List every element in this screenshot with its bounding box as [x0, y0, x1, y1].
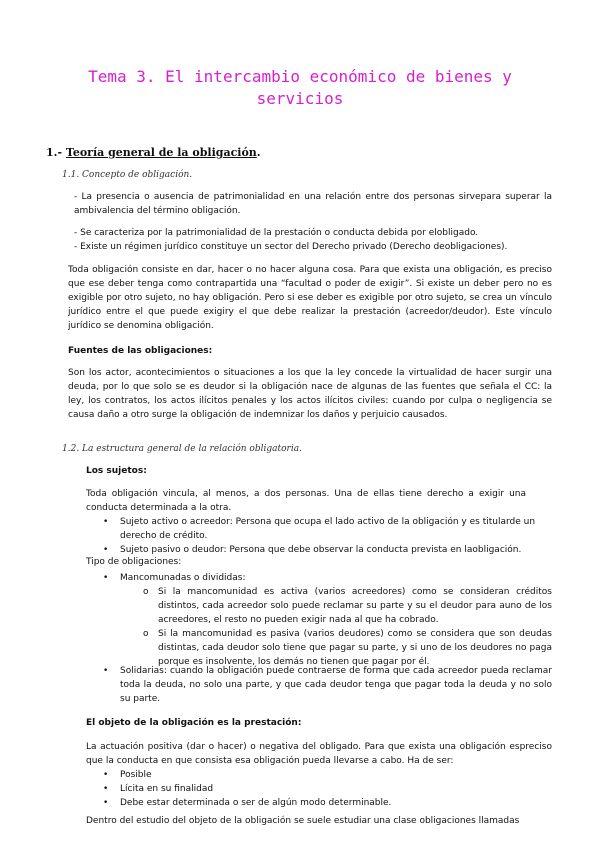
- dash-item-3: - Existe un régimen jurídico constituye un sector del Derecho privado (Derecho deobligaciones).: [74, 242, 508, 252]
- section-1-title: Teoría general de la obligación: [65, 146, 257, 159]
- paragraph-obligacion: Toda obligación consiste en dar, hacer o no hacer alguna cosa. Para que exista una obligación, es preciso que ese deber tenga como contrapartida una “facultad o poder de exigir”. Si existe un deber pero no es exigible por otro sujeto, no hay obligación. Pero si ese deber es exigible por otro sujeto, se crea un vínculo jurídico entre el que puede exigiry el que debe realizar la prestación (acreedor/deudor). Este vínculo jurídico se denomina obligación.: [68, 265, 552, 331]
- req-posible-text: Posible: [120, 770, 152, 780]
- req-licita: • Lícita en su finalidad: [103, 784, 214, 794]
- bullet-mancomunadas-text: Mancomunadas o divididas:: [120, 573, 246, 583]
- sub-bullet-activa: o Si la mancomunidad es activa (varios acreedores) como se consideran créditos distintos, cada acreedor solo puede reclamar su parte y su el deudor para auno de los acreedores, el resto no pueden exigir nada al que ha cobrado.: [143, 587, 552, 625]
- bullet-mancomunadas: • Mancomunadas o divididas:: [103, 573, 246, 583]
- paragraph-objeto: La actuación positiva (dar o hacer) o negativa del obligado. Para que exista una obligación espreciso que la conducta en que consista esa obligación pueda llevarse a cabo. Ha de ser:: [86, 742, 552, 766]
- tipo-obligaciones: Tipo de obligaciones:: [86, 557, 182, 567]
- req-posible: • Posible: [103, 770, 152, 780]
- bullet-solidarias: • Solidarias: cuando la obligación puede contraerse de forma que cada acreedor pueda reclamar toda la deuda, no solo una parte, y que cada deudor tenga que pagar toda la deuda y no solo su parte.: [103, 666, 552, 704]
- paragraph-last: Dentro del estudio del objeto de la obligación se suele estudiar una clase obligaciones llamadas: [86, 816, 520, 826]
- bullet-sujeto-activo-text: Sujeto activo o acreedor: Persona que ocupa el lado activo de la obligación y es titularde un derecho de crédito.: [120, 517, 536, 541]
- bullet-sujeto-activo: • Sujeto activo o acreedor: Persona que ocupa el lado activo de la obligación y es titularde un derecho de crédito.: [103, 517, 536, 541]
- sub-bullet-activa-text: Si la mancomunidad es activa (varios acreedores) como se consideran créditos distintos, cada acreedor solo puede reclamar su parte y su el deudor para auno de los acreedores, el resto no pueden exigir nada al que ha cobrado.: [158, 587, 552, 625]
- title-line-1: Tema 3. El intercambio económico de bienes y: [88, 67, 512, 86]
- title-line-2: servicios: [256, 89, 344, 108]
- req-determinada-text: Debe estar determinada o ser de algún modo determinable.: [120, 798, 392, 808]
- objeto-heading: El objeto de la obligación es la prestación:: [86, 718, 302, 728]
- section-1-heading: [46, 146, 261, 159]
- paragraph-fuentes: Son los actor, acontecimientos o situaciones a los que la ley concede la virtualidad de hacer surgir una deuda, por lo que solo se es deudor si la obligación nace de algunas de las fuentes que señala el CC: la ley, los contratos, los actos ilícitos penales y los actos ilícitos civiles: cuando por culpa o negligencia se causa daño a otro surge la obligación de indemnizar los daños y perjuicio causados.: [68, 368, 552, 420]
- section-1-dot: .: [256, 146, 261, 159]
- dash-item-2: - Se caracteriza por la patrimonialidad de la prestación o conducta debida por elobligado.: [74, 228, 479, 238]
- sujetos-heading: Los sujetos:: [86, 466, 147, 476]
- bullet-sujeto-pasivo: • Sujeto pasivo o deudor: Persona que debe observar la conducta prevista en laobligación.: [103, 545, 522, 555]
- section-1-1-heading: 1.1. Concepto de obligación.: [62, 170, 193, 180]
- bullet-solidarias-text: Solidarias: cuando la obligación puede contraerse de forma que cada acreedor pueda reclamar toda la deuda, no solo una parte, y que cada deudor tenga que pagar toda la deuda y no solo su parte.: [120, 666, 552, 704]
- req-determinada: • Debe estar determinada o ser de algún modo determinable.: [103, 798, 392, 808]
- req-licita-text: Lícita en su finalidad: [120, 784, 214, 794]
- fuentes-heading: Fuentes de las obligaciones:: [68, 346, 213, 356]
- dash-item-1: - La presencia o ausencia de patrimonialidad en una relación entre dos personas sirvepara superar la ambivalencia del término obligación.: [74, 192, 552, 216]
- section-1-2-heading: 1.2. La estructura general de la relación obligatoria.: [62, 444, 302, 454]
- paragraph-sujetos: Toda obligación vincula, al menos, a dos personas. Una de ellas tiene derecho a exigir una conducta determinada a la otra.: [86, 489, 526, 513]
- page-title: [0, 66, 600, 110]
- bullet-sujeto-pasivo-text: Sujeto pasivo o deudor: Persona que debe observar la conducta prevista en laobligación.: [120, 545, 522, 555]
- section-1-number: 1.-: [46, 146, 63, 159]
- sub-bullet-pasiva-text: Si la mancomunidad es pasiva (varios deudores) como se considera que son deudas distintas, cada deudor solo tiene que pagar su parte, y si uno de los deudores no paga porque es insolvente, los demás no tienen que pagar por él.: [158, 629, 552, 667]
- sub-bullet-pasiva: o Si la mancomunidad es pasiva (varios deudores) como se considera que son deudas distintas, cada deudor solo tiene que pagar su parte, y si uno de los deudores no paga porque es insolvente, los demás no tienen que pagar por él.: [143, 629, 552, 667]
